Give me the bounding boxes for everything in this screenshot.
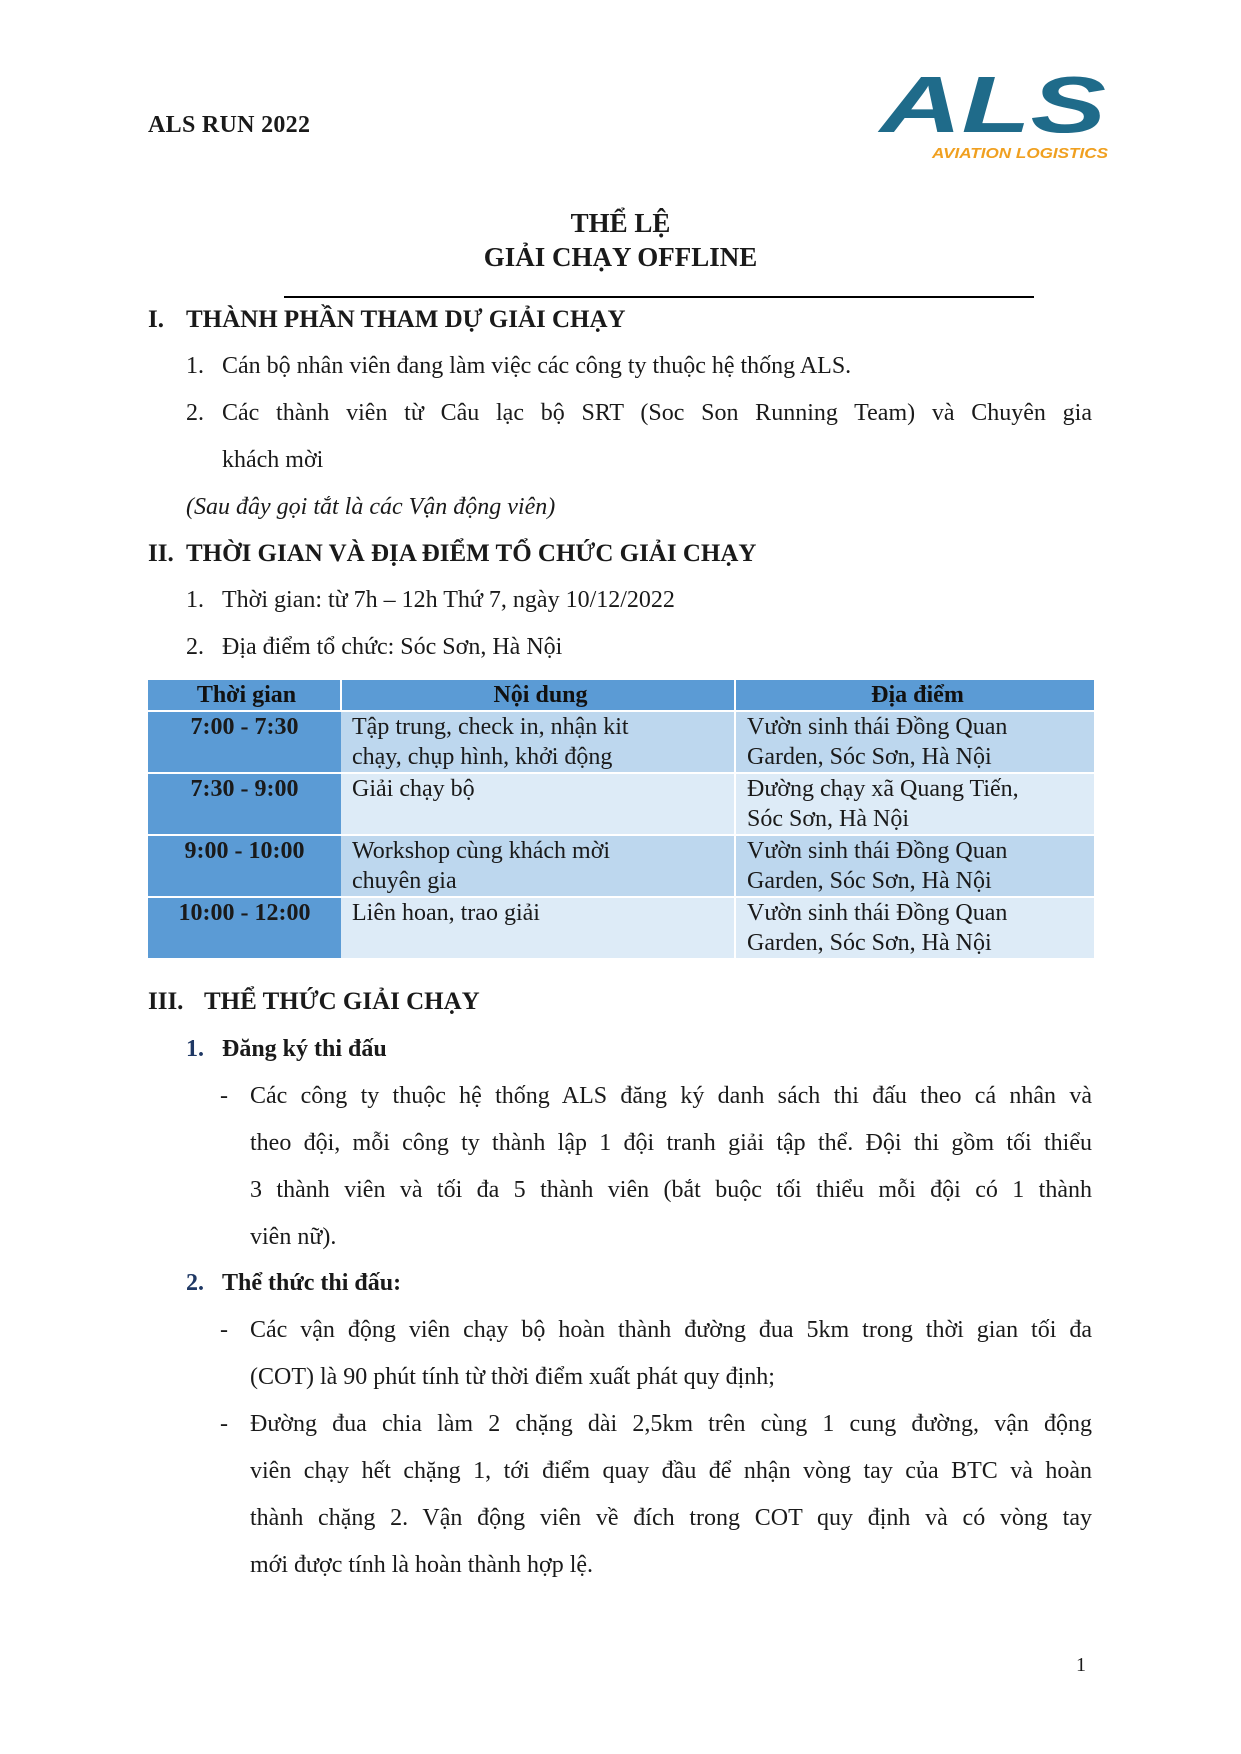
page-number: 1 (1076, 1654, 1086, 1676)
row-place-line2: Garden, Sóc Sơn, Hà Nội (747, 744, 992, 770)
bullet-dash: - (220, 1411, 228, 1437)
s3-sub2-b2-line3: thành chặng 2. Vận động viên về đích trong COT quy định và có vòng tay (250, 1505, 1092, 1531)
bullet-dash: - (220, 1317, 228, 1343)
row-content (341, 711, 735, 773)
row-content-line1: Liên hoan, trao giải (352, 900, 540, 926)
s3-sub1-line1: Các công ty thuộc hệ thống ALS đăng ký danh sách thi đấu theo cá nhân và (250, 1083, 1092, 1109)
s1-item1-num: 1. (186, 353, 204, 379)
section-3-number: III. (148, 988, 184, 1015)
s3-sub1-num: 1. (186, 1036, 204, 1062)
table-row (148, 711, 1094, 773)
row-time: 7:00 - 7:30 (148, 711, 341, 773)
s1-item2-num: 2. (186, 400, 204, 426)
s2-item2-text: Địa điểm tổ chức: Sóc Sơn, Hà Nội (222, 634, 563, 660)
row-place-line2: Garden, Sóc Sơn, Hà Nội (747, 868, 992, 894)
row-place (735, 835, 1094, 897)
row-content (341, 897, 735, 959)
title-divider (284, 296, 1034, 298)
row-place (735, 897, 1094, 959)
s2-item2-num: 2. (186, 634, 204, 660)
als-logo (876, 70, 1112, 170)
row-place-line1: Đường chạy xã Quang Tiến, (747, 776, 1019, 802)
s1-item2-text-line2: khách mời (222, 447, 324, 473)
table-row (148, 897, 1094, 959)
header-place: Địa điểm (735, 680, 1094, 711)
table-row (148, 835, 1094, 897)
row-time: 7:30 - 9:00 (148, 773, 341, 835)
event-name: ALS RUN 2022 (148, 112, 311, 138)
doc-title-line2: GIẢI CHẠY OFFLINE (483, 242, 758, 272)
row-place-line1: Vườn sinh thái Đồng Quan (747, 900, 1008, 926)
als-logo-graphic (876, 70, 1112, 170)
row-place-line2: Garden, Sóc Sơn, Hà Nội (747, 930, 992, 956)
svg-text:AVIATION LOGISTICS: AVIATION LOGISTICS (930, 145, 1108, 162)
row-content-line1: Tập trung, check in, nhận kit (352, 714, 629, 740)
s1-item1-text: Cán bộ nhân viên đang làm việc các công ty thuộc hệ thống ALS. (222, 353, 852, 379)
table-row (148, 773, 1094, 835)
s3-sub1-line4: viên nữ). (250, 1224, 337, 1250)
row-content (341, 835, 735, 897)
section-1-number: I. (148, 306, 164, 333)
s3-sub2-num: 2. (186, 1270, 204, 1296)
row-content-line2: chuyên gia (352, 868, 457, 894)
row-content-line1: Workshop cùng khách mời (352, 838, 611, 864)
s3-sub1-line3: 3 thành viên và tối đa 5 thành viên (bắt buộc tối thiểu mỗi đội có 1 thành (250, 1177, 1092, 1203)
header-content: Nội dung (341, 680, 735, 711)
section-1-heading: THÀNH PHẦN THAM DỰ GIẢI CHẠY (186, 306, 626, 333)
bullet-dash: - (220, 1083, 228, 1109)
section-2-heading: THỜI GIAN VÀ ĐỊA ĐIỂM TỔ CHỨC GIẢI CHẠY (186, 540, 757, 567)
s3-sub1-title: Đăng ký thi đấu (222, 1036, 387, 1062)
row-place-line1: Vườn sinh thái Đồng Quan (747, 838, 1008, 864)
row-place (735, 773, 1094, 835)
row-place (735, 711, 1094, 773)
section-2-number: II. (148, 540, 174, 567)
s3-sub2-b1-line1: Các vận động viên chạy bộ hoàn thành đường đua 5km trong thời gian tối đa (250, 1317, 1092, 1343)
doc-title-line1: THỂ LỆ (570, 208, 671, 238)
row-content-line2 (352, 804, 728, 834)
section-3-heading: THỂ THỨC GIẢI CHẠY (204, 988, 480, 1015)
s3-sub2-b2-line1: Đường đua chia làm 2 chặng dài 2,5km trên cùng 1 cung đường, vận động (250, 1411, 1092, 1437)
svg-text:ALS: ALS (877, 70, 1106, 149)
row-content-line2 (352, 928, 728, 958)
row-place-line2: Sóc Sơn, Hà Nội (747, 806, 910, 832)
row-time: 9:00 - 10:00 (148, 835, 341, 897)
header-time: Thời gian (148, 680, 341, 711)
s3-sub1-line2: theo đội, mỗi công ty thành lập 1 đội tranh giải tập thể. Đội thi gồm tối thiểu (250, 1130, 1092, 1156)
row-content-line1: Giải chạy bộ (352, 776, 475, 802)
row-time: 10:00 - 12:00 (148, 897, 341, 959)
participants-note: (Sau đây gọi tắt là các Vận động viên) (186, 494, 556, 520)
table-header-row (148, 680, 1094, 711)
row-content (341, 773, 735, 835)
s3-sub2-b2-line2: viên chạy hết chặng 1, tới điểm quay đầu để nhận vòng tay của BTC và hoàn (250, 1458, 1092, 1484)
s2-item1-num: 1. (186, 587, 204, 613)
s3-sub2-title: Thể thức thi đấu: (222, 1270, 402, 1296)
row-content-line2: chạy, chụp hình, khởi động (352, 744, 613, 770)
s1-item2-text-line1: Các thành viên từ Câu lạc bộ SRT (Soc Son Running Team) và Chuyên gia (222, 400, 1092, 426)
schedule-table (148, 680, 1094, 960)
s3-sub2-b2-line4: mới được tính là hoàn thành hợp lệ. (250, 1552, 594, 1578)
row-place-line1: Vườn sinh thái Đồng Quan (747, 714, 1008, 740)
s2-item1-text: Thời gian: từ 7h – 12h Thứ 7, ngày 10/12/2022 (222, 587, 675, 613)
s3-sub2-b1-line2: (COT) là 90 phút tính từ thời điểm xuất phát quy định; (250, 1364, 775, 1390)
